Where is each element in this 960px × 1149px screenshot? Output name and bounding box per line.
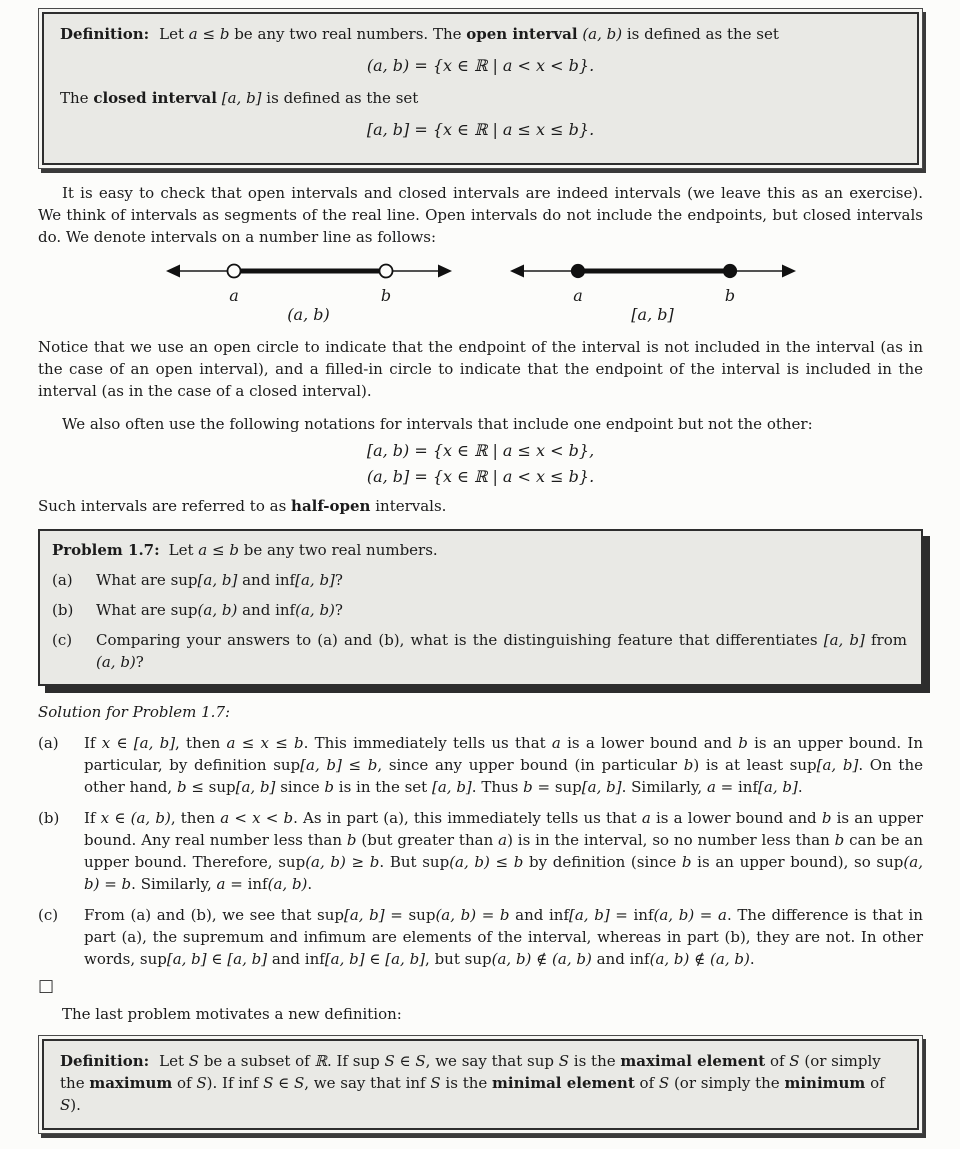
right-arrowhead bbox=[782, 265, 796, 278]
definition-line1-text: Let a ≤ b be any two real numbers. The open interval (a, b) is defined as the set bbox=[159, 25, 779, 43]
endpoint-a-label: a bbox=[228, 286, 239, 305]
closed-interval-number-line bbox=[508, 257, 798, 307]
definition-box-maximal-inner bbox=[42, 1039, 919, 1130]
definition-label: Definition: bbox=[60, 1052, 150, 1070]
endpoint-b-label: b bbox=[724, 286, 735, 305]
problem-1-7-box bbox=[38, 529, 923, 686]
closed-interval-caption: [a, b] bbox=[631, 305, 674, 324]
notations-paragraph: We also often use the following notations for intervals that include one endpoint but not the other: bbox=[62, 415, 813, 433]
open-interval-number-line bbox=[164, 257, 454, 307]
open-interval-equation: (a, b) = {x ∈ ℝ | a < x < b}. bbox=[366, 56, 595, 75]
open-interval-caption: (a, b) bbox=[287, 305, 330, 324]
item-text: From (a) and (b), we see that sup[a, b] = sup(a, b) = b and inf[a, b] = inf(a, b) = a. The difference is that in part (a), the supremum and infimum are elements of the interval, whereas in part (b), they are not. In other words, sup[a, b] ∈ [a, b] and inf[a, b] ∈ [a, b], but sup(a, b) ∉ (a, b) and inf(a, b) ∉ (a, b). bbox=[84, 906, 923, 968]
closed-interval-diagram bbox=[508, 257, 798, 325]
definition-box-maximal bbox=[38, 1035, 923, 1134]
problem-item-a bbox=[52, 569, 907, 591]
half-open-equations bbox=[38, 440, 923, 488]
item-text: If x ∈ [a, b], then a ≤ x ≤ b. This immediately tells us that a is a lower bound and b is an upper bound. In particular, by definition sup[a, b] ≤ b, since any upper bound (in particular b) is at least sup[a, b]. On the other hand, b ≤ sup[a, b] since b is in the set [a, b]. Thus b = sup[a, b]. Similarly, a = inf[a, b]. bbox=[84, 734, 923, 796]
closed-interval-equation: [a, b] = {x ∈ ℝ | a ≤ x ≤ b}. bbox=[366, 120, 595, 139]
definition-label: Definition: bbox=[60, 25, 150, 43]
solution-item-b bbox=[38, 807, 923, 895]
half-open-equation-1: [a, b) = {x ∈ ℝ | a ≤ x < b}, bbox=[366, 441, 595, 460]
item-text: Comparing your answers to (a) and (b), what is the distinguishing feature that differentiates [a, b] from (a, b)? bbox=[96, 631, 907, 671]
qed-square-icon: □ bbox=[38, 976, 55, 996]
definition-intervals-line1 bbox=[60, 23, 901, 45]
item-marker: (b) bbox=[38, 809, 60, 827]
problem-intro-line bbox=[52, 539, 907, 561]
intro-paragraph: It is easy to check that open intervals and closed intervals are indeed intervals (we leave this as an exercise). We think of intervals as segments of the real line. Open intervals do not include the endpoints, but closed intervals do. We denote intervals on a number line as follows: bbox=[38, 184, 923, 246]
open-endpoint-a bbox=[227, 265, 240, 278]
item-marker: (c) bbox=[38, 906, 59, 924]
problem-item-b bbox=[52, 599, 907, 621]
solution-item-a bbox=[38, 732, 923, 798]
definition-line2-text: The closed interval [a, b] is defined as the set bbox=[60, 89, 419, 107]
item-marker: (a) bbox=[38, 734, 59, 752]
closed-endpoint-b bbox=[723, 265, 736, 278]
interval-number-line-figure bbox=[38, 257, 923, 325]
solution-heading: Solution for Problem 1.7: bbox=[38, 703, 231, 721]
half-open-paragraph: Such intervals are referred to as half-open intervals. bbox=[38, 497, 447, 515]
definition-box-intervals bbox=[38, 8, 923, 169]
left-arrowhead bbox=[166, 265, 180, 278]
endpoint-a-label: a bbox=[572, 286, 583, 305]
problem-intro-text: Let a ≤ b be any two real numbers. bbox=[168, 541, 438, 559]
closed-endpoint-a bbox=[571, 265, 584, 278]
problem-label: Problem 1.7: bbox=[52, 541, 160, 559]
half-open-equation-2: (a, b] = {x ∈ ℝ | a < x ≤ b}. bbox=[366, 467, 595, 486]
definition-maximal-text-line bbox=[60, 1050, 901, 1116]
closing-paragraph: The last problem motivates a new definition: bbox=[62, 1005, 402, 1023]
item-text: If x ∈ (a, b), then a < x < b. As in part (a), this immediately tells us that a is a lower bound and b is an upper bound. Any real number less than b (but greater than a) is in the interval, so no number less than b can be an upper bound. Therefore, sup(a, b) ≥ b. But sup(a, b) ≤ b by definition (since b is an upper bound), so sup(a, b) = b. Similarly, a = inf(a, b). bbox=[84, 809, 923, 893]
left-arrowhead bbox=[510, 265, 524, 278]
definition-box-intervals-inner bbox=[42, 12, 919, 165]
item-marker: (c) bbox=[52, 631, 73, 649]
item-marker: (a) bbox=[52, 571, 73, 589]
open-interval-diagram bbox=[164, 257, 454, 325]
open-endpoint-b bbox=[379, 265, 392, 278]
definition-maximal-text: Let S be a subset of ℝ. If sup S ∈ S, we say that sup S is the maximal element of S (or simply the maximum of S). If inf S ∈ S, we say that inf S is the minimal element of S (or simply the minimum of S). bbox=[60, 1052, 885, 1114]
solution-item-c bbox=[38, 904, 923, 970]
circle-explanation-paragraph: Notice that we use an open circle to indicate that the endpoint of the interval is not included in the interval (as in the case of an open interval), and a filled-in circle to indicate that the endpoint of the interval is included in the interval (as in the case of a closed interval). bbox=[38, 338, 923, 400]
item-text: What are sup[a, b] and inf[a, b]? bbox=[96, 571, 343, 589]
right-arrowhead bbox=[438, 265, 452, 278]
problem-item-c bbox=[52, 629, 907, 673]
item-text: What are sup(a, b) and inf(a, b)? bbox=[96, 601, 343, 619]
item-marker: (b) bbox=[52, 601, 74, 619]
endpoint-b-label: b bbox=[380, 286, 391, 305]
